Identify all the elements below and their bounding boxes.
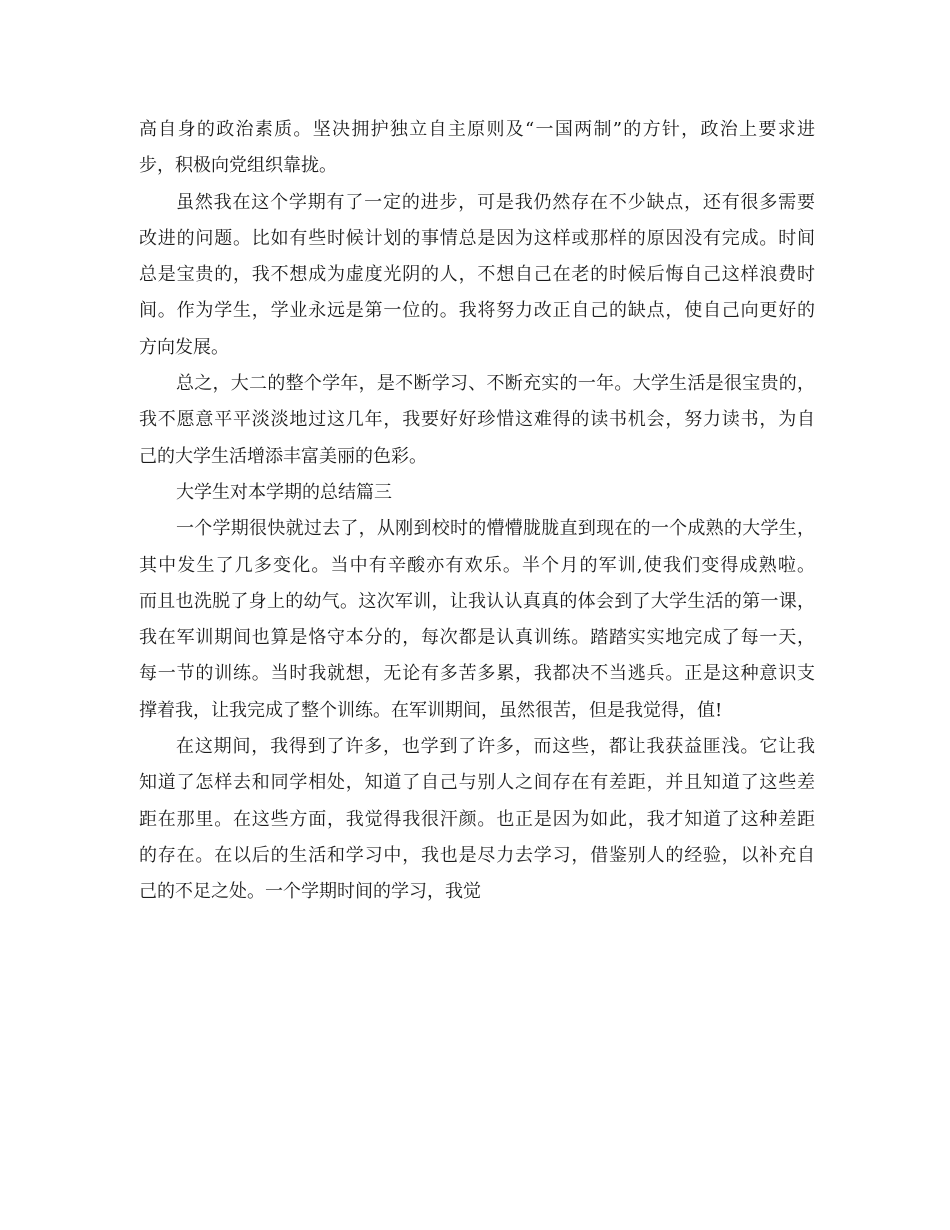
paragraph-line: 我不愿意平平淡淡地过这几年，我要好好珍惜这难得的读书机会，努力读书，为自 (139, 409, 815, 431)
paragraph-line: 撑着我，让我完成了整个训练。在军训期间，虽然很苦，但是我觉得，值! (139, 699, 723, 721)
paragraph-line: 总是宝贵的，我不想成为虚度光阴的人，不想自己在老的时候后悔自己这样浪费时 (139, 264, 815, 286)
paragraph-line: 己的不足之处。一个学期时间的学习，我觉 (139, 881, 481, 903)
paragraph-1 (139, 112, 815, 185)
paragraph-line: 己的大学生活增添丰富美丽的色彩。 (139, 445, 427, 467)
paragraph-line: 步，积极向党组织靠拢。 (139, 155, 337, 177)
section-heading (139, 475, 815, 511)
paragraph-line: 的存在。在以后的生活和学习中，我也是尽力去学习，借鉴别人的经验，以补充自 (139, 844, 815, 866)
paragraph-line: 高自身的政治素质。坚决拥护独立自主原则及“一国两制”的方针，政治上要求进 (139, 119, 815, 140)
paragraph-line: 知道了怎样去和同学相处，知道了自己与别人之间存在有差距，并且知道了这些差 (139, 772, 815, 794)
document-body (139, 112, 815, 911)
paragraph-line: 一个学期很快就过去了，从刚到校时的懵懵胧胧直到现在的一个成熟的大学生， (176, 518, 815, 540)
paragraph-line: 而且也洗脱了身上的幼气。这次军训，让我认认真真的体会到了大学生活的第一课， (139, 590, 815, 612)
paragraph-line: 距在那里。在这些方面，我觉得我很汗颜。也正是因为如此，我才知道了这种差距 (139, 808, 815, 830)
paragraph-line: 我在军训期间也算是恪守本分的，每次都是认真训练。踏踏实实地完成了每一天， (139, 627, 815, 649)
paragraph-line: 每一节的训练。当时我就想，无论有多苦多累，我都决不当逃兵。正是这种意识支 (139, 663, 815, 685)
paragraph-line: 虽然我在这个学期有了一定的进步，可是我仍然存在不少缺点，还有很多需要 (176, 191, 815, 213)
paragraph-4 (139, 511, 815, 729)
paragraph-2 (139, 185, 815, 366)
paragraph-line: 方向发展。 (139, 336, 229, 358)
paragraph-line: 改进的问题。比如有些时候计划的事情总是因为这样或那样的原因没有完成。时间 (139, 227, 815, 249)
paragraph-3 (139, 366, 815, 475)
paragraph-line: 间。作为学生，学业永远是第一位的。我将努力改正自己的缺点，使自己向更好的 (139, 300, 815, 322)
paragraph-line: 在这期间，我得到了许多，也学到了许多，而这些，都让我获益匪浅。它让我 (176, 736, 815, 758)
paragraph-line: 其中发生了几多变化。当中有辛酸亦有欢乐。半个月的军训,使我们变得成熟啦。 (139, 554, 815, 576)
paragraph-line: 总之，大二的整个学年，是不断学习、不断充实的一年。大学生活是很宝贵的， (176, 373, 815, 395)
section-heading-text: 大学生对本学期的总结篇三 (176, 481, 392, 503)
paragraph-5 (139, 729, 815, 910)
